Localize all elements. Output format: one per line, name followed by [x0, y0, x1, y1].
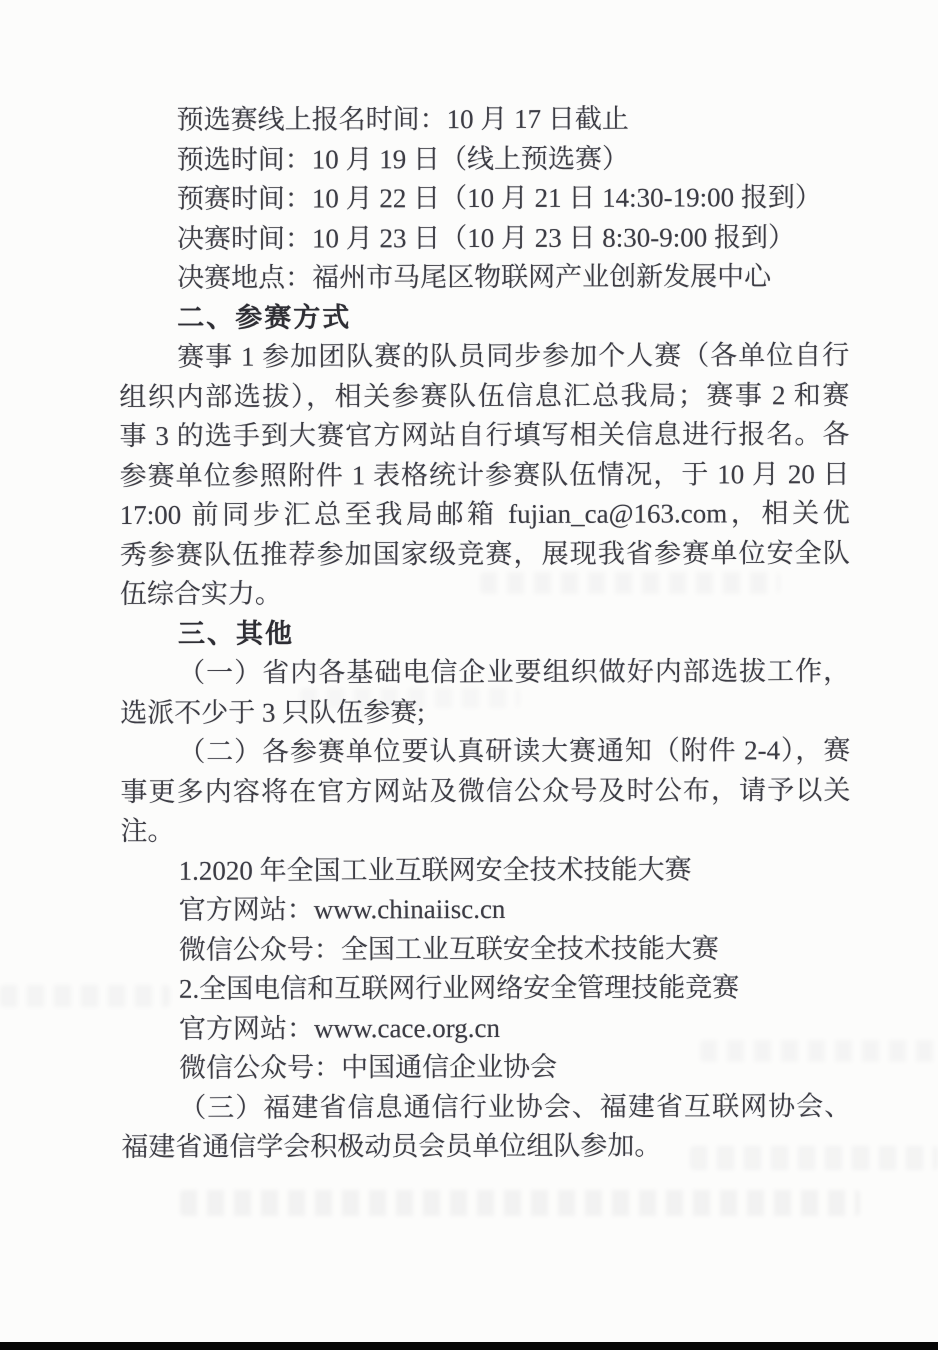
document-line: 事 3 的选手到大赛官方网站自行填写相关信息进行报名。各: [119, 419, 850, 451]
document-line: 微信公众号：中国通信企业协会: [179, 1051, 558, 1083]
document-line: 微信公众号：全国工业互联安全技术技能大赛: [178, 932, 719, 965]
document-line: 预选时间：10 月 19 日（线上预选赛）: [176, 143, 630, 175]
scan-bleedthrough-artifact: [690, 1146, 938, 1170]
scan-bleedthrough-artifact: [700, 1040, 938, 1062]
document-line: 事更多内容将在官方网站及微信公众号及时公布，请予以关: [120, 774, 851, 807]
document-line: （一）省内各基础电信企业要组织做好内部选拔工作，: [178, 656, 851, 688]
document-line: 预选赛线上报名时间：10 月 17 日截止: [176, 103, 629, 135]
document-line: 预赛时间：10 月 22 日（10 月 21 日 14:30-19:00 报到）: [176, 182, 822, 214]
document-line: 2.全国电信和互联网行业网络安全管理技能竞赛: [178, 972, 740, 1004]
document-line: 17:00 前同步汇总至我局邮箱 fujian_ca@163.com，相关优: [119, 498, 850, 530]
section-heading: 二、参赛方式: [177, 301, 352, 333]
document-line: 注。: [120, 815, 175, 846]
document-line: 秀参赛队伍推荐参加国家级竞赛，展现我省参赛单位安全队: [119, 537, 850, 570]
document-line: 1.2020 年全国工业互联网安全技术技能大赛: [178, 853, 692, 886]
document-line: （二）各参赛单位要认真研读大赛通知（附件 2-4），赛: [178, 735, 851, 767]
scan-bleedthrough-artifact: [300, 688, 520, 708]
document-line: 决赛地点：福州市马尾区物联网产业创新发展中心: [177, 261, 772, 293]
section-heading: 三、其他: [177, 618, 295, 649]
document-line: 赛事 1 参加团队赛的队员同步参加个人赛（各单位自行: [177, 340, 850, 372]
document-line: 组织内部选拔），相关参赛队伍信息汇总我局；赛事 2 和赛: [119, 379, 850, 412]
scan-bleedthrough-artifact: [180, 1190, 860, 1216]
scan-edge-black-bar: [0, 1342, 938, 1350]
scan-bleedthrough-artifact: [480, 572, 780, 594]
document-line: 选派不少于 3 只队伍参赛;: [120, 696, 425, 728]
document-line: 参赛单位参照附件 1 表格统计参赛队伍情况，于 10 月 20 日: [119, 458, 850, 491]
document-line: 福建省通信学会积极动员会员单位组队参加。: [121, 1130, 662, 1162]
document-line: 官方网站：www.chinaiisc.cn: [178, 893, 506, 925]
document-line: 伍综合实力。: [119, 578, 282, 609]
scan-bleedthrough-artifact: [0, 985, 170, 1007]
document-line: 官方网站：www.cace.org.cn: [178, 1012, 500, 1044]
document-line: （三）福建省信息通信行业协会、福建省互联网协会、: [179, 1090, 852, 1123]
document-line: 决赛时间：10 月 23 日（10 月 23 日 8:30-9:00 报到）: [176, 221, 796, 254]
document-body: [119, 99, 852, 1167]
